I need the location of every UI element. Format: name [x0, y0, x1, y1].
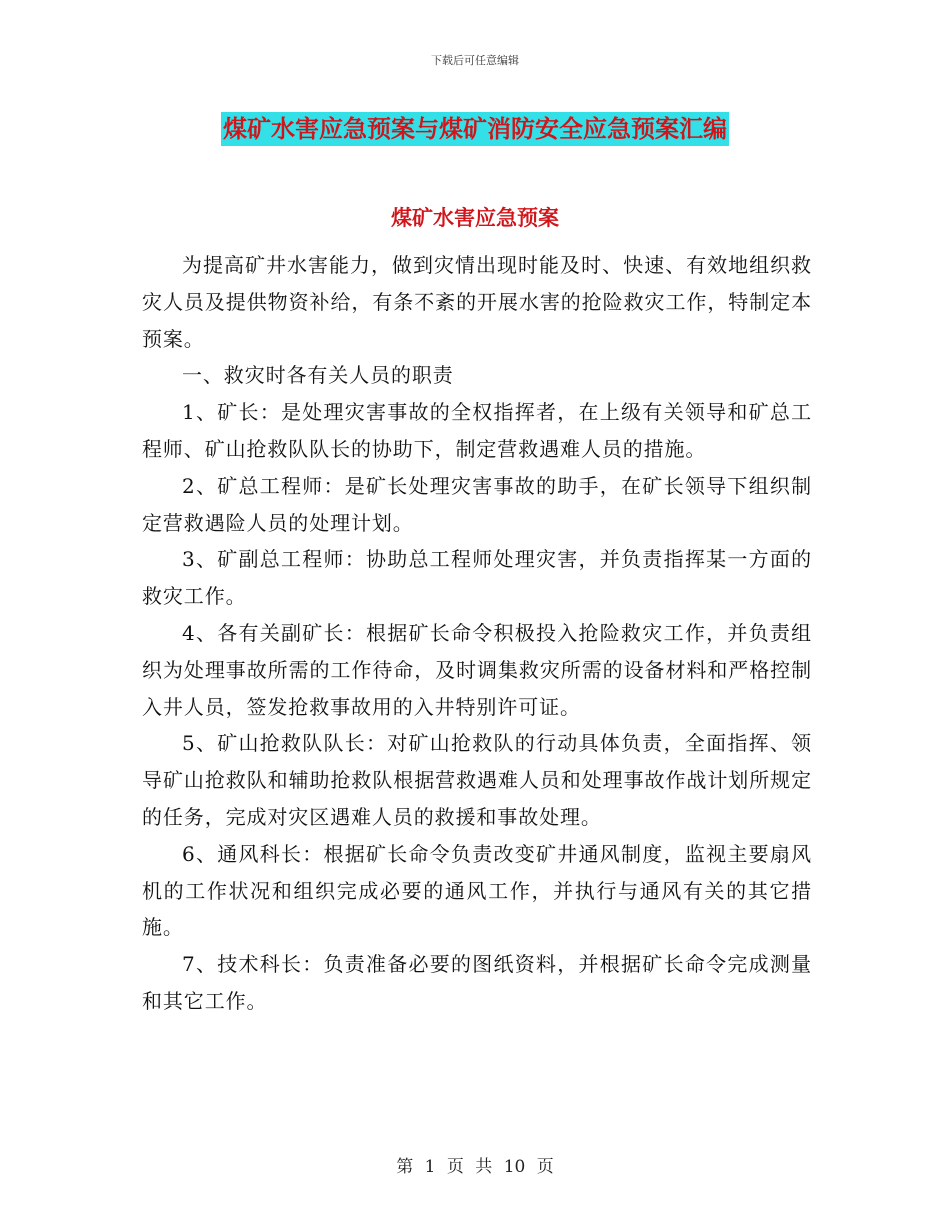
- paragraph-item-4: 4、各有关副矿长：根据矿长命令积极投入抢险救灾工作，并负责组织为处理事故所需的工作待命，及时调集救灾所需的设备材料和严格控制入井人员，签发抢救事故用的入井特别许可证。: [142, 620, 812, 719]
- paragraph-item-2: 2、矿总工程师：是矿长处理灾害事故的助手，在矿长领导下组织制定营救遇险人员的处理计划。: [142, 473, 812, 535]
- paragraph-intro: 为提高矿井水害能力，做到灾情出现时能及时、快速、有效地组织救灾人员及提供物资补给，有条不紊的开展水害的抢险救灾工作，特制定本预案。: [142, 253, 812, 351]
- document-main-title: 煤矿水害应急预案与煤矿消防安全应急预案汇编: [221, 112, 729, 146]
- paragraph-item-5: 5、矿山抢救队队长：对矿山抢救队的行动具体负责，全面指挥、领导矿山抢救队和辅助抢救队根据营救遇难人员和处理事故作战计划所规定的任务，完成对灾区遇难人员的救援和事故处理。: [142, 731, 812, 829]
- paragraph-heading-duties: 一、救灾时各有关人员的职责: [182, 363, 454, 388]
- paragraph-item-7: 7、技术科长：负责准备必要的图纸资料，并根据矿长命令完成测量和其它工作。: [142, 952, 812, 1013]
- header-note: 下载后可任意编辑: [431, 54, 519, 67]
- section-title: 煤矿水害应急预案: [391, 206, 559, 230]
- page-footer: 第 1 页 共 10 页: [396, 1157, 554, 1177]
- paragraph-item-1: 1、矿长：是处理灾害事故的全权指挥者，在上级有关领导和矿总工程师、矿山抢救队队长的协助下，制定营救遇难人员的措施。: [142, 400, 812, 461]
- paragraph-item-6: 6、通风科长：根据矿长命令负责改变矿井通风制度，监视主要扇风机的工作状况和组织完成必要的通风工作，并执行与通风有关的其它措施。: [142, 841, 812, 940]
- document-body: [142, 247, 812, 1020]
- paragraph-item-3: 3、矿副总工程师：协助总工程师处理灾害，并负责指挥某一方面的救灾工作。: [142, 547, 812, 609]
- main-title-wrap: [0, 112, 950, 146]
